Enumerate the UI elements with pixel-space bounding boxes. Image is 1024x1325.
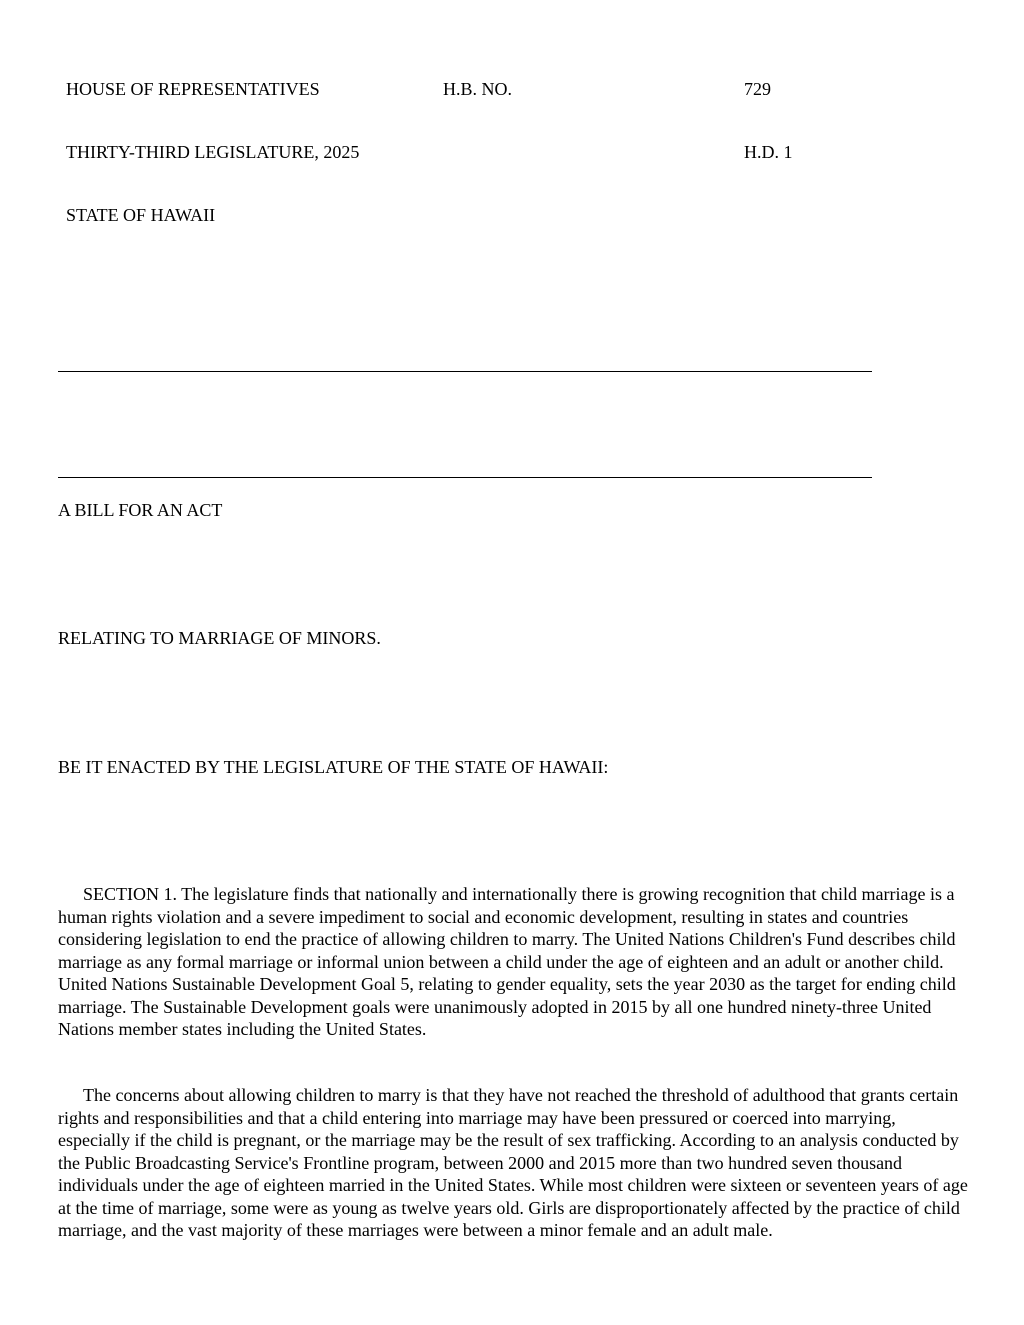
section-1-paragraph-2 <box>58 1084 970 1242</box>
bill-number: 729 <box>744 79 771 99</box>
section-1-paragraph-2-text: The concerns about allowing children to marry is that they have not reached the threshold of adulthood that grants certain rights and responsibilities and that a child entering into marriage may have been pressured or coerced into marrying, especially if the child is pregnant, or the marriage may be the result of sex trafficking. According to an analysis conducted by the Public Broadcasting Service's Frontline program, between 2000 and 2015 more than two hundred seven thousand individuals under the age of eighteen married in the United States. While most children were sixteen or seventeen years of age at the time of marriage, some were as young as twelve years old. Girls are disproportionately affected by the practice of child marriage, and the vast majority of these marriages were between a minor female and an adult male. <box>58 1085 968 1240</box>
divider-bottom <box>58 477 872 478</box>
bill-number-label: H.B. NO. <box>443 79 513 99</box>
legislature-session: THIRTY-THIRD LEGISLATURE, 2025 <box>66 142 360 162</box>
divider-top <box>58 371 872 372</box>
bill-for-an-act: A BILL FOR AN ACT <box>58 500 223 520</box>
chamber-name: HOUSE OF REPRESENTATIVES <box>66 79 320 99</box>
bill-subject: RELATING TO MARRIAGE OF MINORS. <box>58 628 381 648</box>
enacting-clause: BE IT ENACTED BY THE LEGISLATURE OF THE STATE OF HAWAII: <box>58 757 609 777</box>
state-name: STATE OF HAWAII <box>66 205 216 225</box>
section-1-paragraph-1-text: SECTION 1. The legislature finds that nationally and internationally there is growing recognition that child marriage is a human rights violation and a severe impediment to social and economic development, resulting in states and countries considering legislation to end the practice of allowing children to marry. The United Nations Children's Fund describes child marriage as any formal marriage or informal union between a child under the age of eighteen and an adult or another child. United Nations Sustainable Development Goal 5, relating to gender equality, sets the year 2030 as the target for ending child marriage. The Sustainable Development goals were unanimously adopted in 2015 by all one hundred ninety-three United Nations member states including the United States. <box>58 884 956 1039</box>
house-draft: H.D. 1 <box>744 142 793 162</box>
section-1-paragraph-1 <box>58 883 970 1041</box>
